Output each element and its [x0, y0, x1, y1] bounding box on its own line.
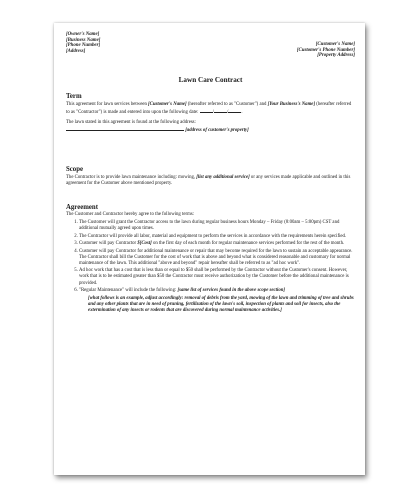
sender-address: [Address]: [66, 48, 86, 54]
sender-address-block: [66, 32, 100, 54]
scope-text-b: or any services made applicable and outlined in this agreement for the Customer above mentioned property.: [66, 175, 351, 187]
item3-text-b: on the first day of each month for regular maintenance services performed for the rest of the month.: [151, 241, 345, 247]
item6-text-a: "Regular Maintenance" will include the following:: [79, 287, 178, 293]
agreement-item-5: 5. Ad hoc work that has a cost that is less than or equal to $50 shall be performed by the Contractor without the Customer's consent. However, work that is to be estimated greater than $50 the Contractor must receive authorization by the Customer before the additional maintenance is provided.: [79, 268, 355, 286]
agreement-item-4: 4. Customer will pay Contractor for additional maintenance or repair that may become required for the lawn to sustain an acceptable appearance. The Contractor shall bill the Customer for the cost of work that is above and beyond what is considered reasonable and customary for normal maintenance of the lawn. This additional "above and beyond" repair hereafter shall be referred to as "ad hoc work".: [79, 249, 355, 267]
term-text-c: (hereafter referred to as "Contractor") is made and entered into upon the following date:: [66, 102, 352, 116]
agreement-item-1: 1. The Customer will grant the Contractor access to the lawn during regular business hours Monday – Friday (8:00am – 5:00pm) CST and additional mutually agreed upon times.: [79, 220, 355, 232]
term-section: [66, 93, 355, 134]
term-customer-placeholder: [Customer's Name]: [148, 102, 187, 107]
property-address: [Property Address]: [317, 53, 355, 59]
owner-name: [Owner's Name]: [66, 32, 100, 37]
agreement-item-2: 2. The Contractor will provide all labor, material and equipment to perform the services in accordance with the requirements herein specified.: [79, 234, 355, 240]
term-paragraph: This agreement for lawn services between [Customer's Name] (hereafter referred to as "Customer") and [Your Business's Name] (hereafter referred to as "Contractor") is made and entered into upon the following date: / / .: [66, 102, 352, 116]
term-text-b: (hereafter referred to as "Customer") and: [186, 102, 268, 107]
contract-document: [54, 23, 365, 475]
term-business-placeholder: [Your Business's Name]: [267, 102, 316, 107]
lawn-address-line: [66, 126, 355, 134]
document-title: Lawn Care Contract: [178, 76, 243, 84]
cost-placeholder: $[Cost]: [137, 241, 152, 247]
scope-section: [66, 166, 355, 187]
agreement-heading: Agreement: [66, 204, 98, 211]
agreement-item-3: [79, 241, 355, 247]
agreement-item-6: [79, 288, 355, 294]
maintenance-example: [what follows is an example, adjust accordingly: removal of debris from the yard, mowing of the lawn and trimming of tree and shrubs and any other plants that are in need of pruning, fertilization of the lawn's soil, inspection of plants and soil for insects, also the extermination of any insects or rodents that are discovered during normal maintenance activities.]: [88, 296, 354, 314]
date-blank-month[interactable]: [200, 108, 213, 113]
date-blank-day[interactable]: [214, 108, 227, 113]
customer-phone: [Customer's Phone Number]: [296, 47, 355, 53]
lawn-address-paragraph: The lawn stated in this agreement is found at the following address:: [66, 120, 196, 126]
term-text-end: .: [241, 110, 243, 116]
term-heading: Term: [66, 93, 82, 100]
phone-number: [Phone Number]: [66, 43, 101, 49]
address-blank[interactable]: [66, 126, 184, 131]
scope-text-a: The Contractor is to provide lawn maintenance including: mowing,: [66, 175, 197, 180]
scope-paragraph: [66, 175, 355, 187]
agreement-terms-list: [66, 220, 355, 294]
item3-text-a: Customer will pay Contractor: [79, 241, 138, 247]
agreement-intro: The Customer and Contractor hereby agree to the following terms:: [66, 212, 195, 217]
business-name: [Business Name]: [66, 37, 101, 43]
customer-name: [Customer's Name]: [315, 42, 355, 47]
agreement-section: [66, 204, 355, 315]
scope-heading: Scope: [66, 166, 83, 173]
date-blank-year[interactable]: [228, 108, 243, 116]
term-text-a: This agreement for lawn services between: [66, 102, 149, 107]
address-placeholder: [address of customer's property]: [185, 128, 249, 134]
recipient-address-block: [297, 42, 355, 59]
scope-list-placeholder: [list any additional service]: [196, 175, 250, 180]
services-placeholder: [same list of services found in the above scope section]: [177, 287, 286, 293]
